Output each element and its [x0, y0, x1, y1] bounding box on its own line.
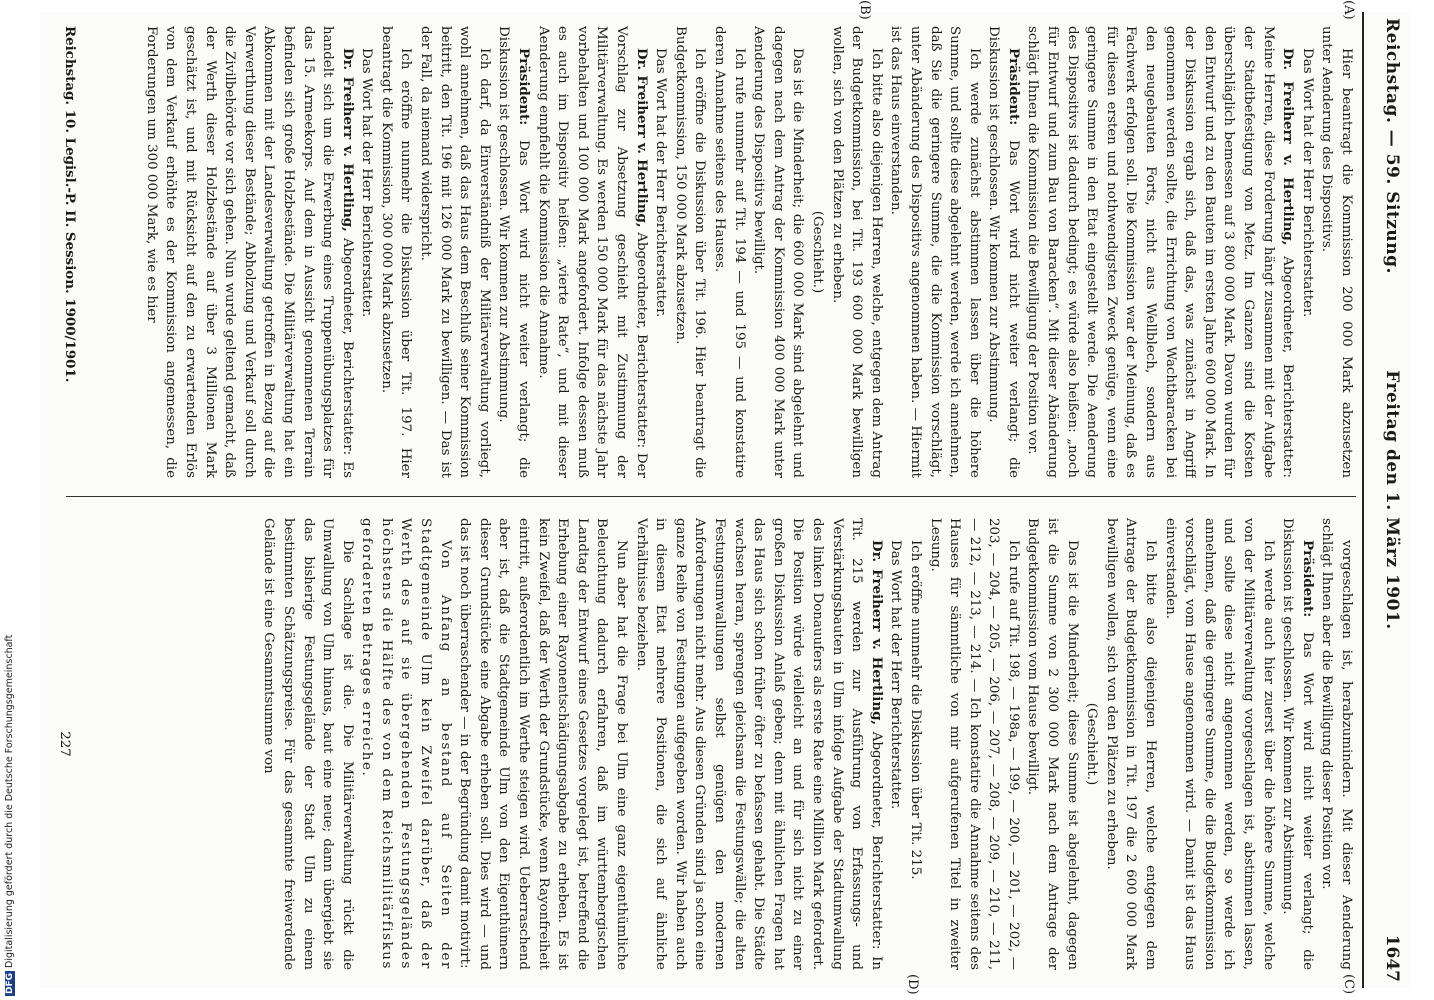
- paragraph-text: Abgeordneter, Berichterstatter: Der Vorschlag zur Absetzung geschieht mit Zustimmung der Militärverwaltung. Es werden 150 000 Mark für das nächste Jahr vorbehalten und 100 000 Mark angefordert. Infolge dessen muß es auch im Dispositiv heißen: „vierte Rate“, und mit dieser Aenderung empfiehlt die Kommission die Annahme.: [535, 26, 649, 478]
- paragraph: [1160, 518, 1278, 970]
- paragraph-text: Ich eröffne die Diskussion über Tit. 196. Hier beantragt die Budgetkommission, 150 000 Mark abzusetzen.: [672, 26, 708, 478]
- paragraph: [905, 518, 925, 970]
- page-header: [1370, 12, 1410, 988]
- paragraph-text: vorgeschlagen ist, herabzumindern. Mit dieser Aenderung schlägt Ihnen aber die Bewilligung dieser Position vor.: [1319, 518, 1354, 970]
- paragraph: [886, 26, 984, 478]
- paragraph: [709, 26, 748, 478]
- paragraph-text: Ich bitte also diejenigen Herren, welche entgegen dem Antrage der Budgetkommission in Tit. 197 die 2 600 000 Mark bewilligen wollen, sich von den Plätzen zu erheben.: [1103, 518, 1159, 970]
- paragraph: [984, 26, 1023, 478]
- paragraph: [416, 26, 494, 478]
- speaker-name: Präsident:: [1299, 540, 1316, 618]
- paragraph-text: Ich bitte also diejenigen Herren, welche, entgegen dem Antrag der Budgetkommission, bei Tit. 193 600 000 Mark bewilligen wollen, sich von den Plätzen zu erheben.: [829, 26, 884, 478]
- paragraph-text: Von Anfang an bestand auf Seiten der Stadtgemeinde Ulm kein Zweifel darüber, daß der Werth des auf sie übergehenden Festungsgeländes höchstens die Hälfte des von dem Reichsmilitärfiskus geforderten Betrages erreiche.: [359, 518, 453, 970]
- paragraph-text: Ich eröffne nunmehr die Diskussion über Tit. 197. Hier beantragt die Kommission, 300 000 Mark abzusetzen.: [378, 26, 414, 478]
- column-divider: [66, 496, 1356, 497]
- right-text-column: [74, 518, 1356, 970]
- left-text-column: [84, 26, 1356, 478]
- footer-page-number: 227: [57, 731, 72, 757]
- paragraph: [1023, 26, 1297, 478]
- paragraph: [357, 26, 377, 478]
- header-session: Reichstag. — 59. Sitzung.: [1382, 18, 1402, 274]
- paragraph: [494, 26, 533, 478]
- paragraph-text: (Geschieht.): [809, 210, 825, 294]
- paragraph-text: Das Wort hat der Herr Berichterstatter.: [1299, 48, 1315, 318]
- dfg-logo-icon: DFG: [5, 972, 15, 994]
- paragraph: [455, 518, 631, 970]
- paragraph-text: Das Wort hat der Herr Berichterstatter.: [888, 540, 904, 810]
- margin-marker-d: (D): [905, 974, 920, 995]
- speaker-name: Dr. Freiherr v. Hertling,: [633, 48, 650, 228]
- paragraph-text: Ich rufe nunmehr auf Tit. 194 — und 195 — und konstatire deren Annahme seitens des Hauses.: [712, 26, 747, 478]
- paragraph-text: Das Wort wird nicht weiter verlangt; die Diskussion ist geschlossen. Wir kommen zur Abstimmung.: [1280, 518, 1315, 970]
- paragraph-text: Hier beantragt die Kommission 200 000 Mark abzusetzen unter Aenderung des Dispositivs.: [1319, 26, 1354, 478]
- paragraph: [925, 518, 1023, 970]
- margin-marker-a: (A): [1341, 0, 1356, 20]
- rotated-document-page: [40, 0, 1410, 995]
- paragraph-text: Das Wort hat der Herr Berichterstatter.: [359, 48, 375, 318]
- paragraph: [807, 26, 827, 478]
- paragraph-text: Abgeordneter, Berichterstatter: Meine Herren, diese Forderung hängt zusammen mit der Aufgabe der Stadtbefestigung von Metz. Im Ganzen sind die Kosten überschläglich bemessen auf 3 800 000 Mark. Davon wurden für den Entwurf und zu den Bauten im ersten Jahre 600 000 Mark. In der Diskussion ergab sich, daß das, was zunächst in Angriff genommen werden sollte, die Errichtung von Wachtbaracken bei den neugebauten Forts, nicht aus Wellblech, sondern aus Fachwerk erfolgen soll. Die Kommission war der Meinung, daß es für diesen ersten und nothwendigsten Zweck genüge, wenn eine geringere Summe in den Etat eingestellt werde. Die Aenderung des Dispositivs ist dadurch bedingt; es würde also heißen: „noch für Entwurf und zum Bau von Baracken“. Mit dieser Abänderung schlägt Ihnen die Kommission die Bewilligung der Position vor.: [1025, 26, 1296, 478]
- paragraph: [1082, 518, 1102, 970]
- paragraph: [533, 26, 651, 478]
- paragraph: [670, 26, 709, 478]
- speaker-name: Präsident:: [516, 48, 533, 126]
- paragraph: [1278, 518, 1317, 970]
- paragraph-text: Ich werde auch hier zuerst über die höhere Summe, welche von der Militärverwaltung vorgeschlagen ist, abstimmen lassen, und sollte diese nicht angenommen werden, so werde ich annehmen, daß die geringere Summe, die die Budgetkommission vorschlägt, vom Hause angenommen wird. — Damit ist das Haus einverstanden.: [1162, 518, 1276, 970]
- paragraph-text: Abgeordneter, Berichterstatter: In Tit. 215 werden zur Ausführung von Erfassungs- und Verstärkungsbauten in Ulm infolge Aufgabe der Stadtumwallung des linken Donauufers als erste Rate eine Million Mark gefordert. Die Position würde vielleicht an und für sich nicht zu einer großen Diskussion Anlaß geben; denn mit ähnlichen Fragen hat das Haus sich schon früher öfter zu befassen gehabt. Die Städte wachsen heran, sprengen gleichsam die Festungswälle; die alten Festungsumwallungen selbst genügen den modernen Anforderungen nicht mehr. Aus diesen Gründen sind ja schon eine ganze Reihe von Festungen aufgegeben worden. Wir haben auch in diesem Etat mehrere Positionen, die sich auf ähnliche Verhältnisse beziehen.: [633, 518, 884, 970]
- header-rule: [1362, 12, 1364, 988]
- paragraph-text: Das ist die Minderheit; die 600 000 Mark sind abgelehnt und dagegen nach dem Antrag der Kommission 400 000 Mark unter Aenderung des Dispositivs bewilligt.: [751, 26, 806, 478]
- paragraph: [1297, 26, 1317, 478]
- paragraph-text: Nun aber hat die Frage bei Ulm eine ganz eigenthümliche Beleuchtung dadurch erfahren, daß im württembergischen Landtag der Entwurf eines Gesetzes vorgelegt ist, betreffend die Erhebung einer Rayonentschädigungsabgabe zu erheben. Es ist kein Zweifel, daß der Werth der Grundstücke, wenn Rayonfreiheit eintritt, außerordentlich im Werthe steigen wird. Ueberraschend aber ist, daß die Stadtgemeinde Ulm von den Eigenthümern dieser Grundstücke eine Abgabe erheben soll. Dies wird — und das ist noch überraschender — in der Begründung damit motivirt:: [457, 518, 630, 970]
- paragraph-text: Das Wort hat der Herr Berichterstatter.: [653, 48, 669, 318]
- page-footer: Reichstag. 10. Legisl.-P. II. Session. 1900/1901.: [62, 26, 78, 383]
- speaker-name: Dr. Freiherr v. Hertling,: [868, 540, 885, 726]
- speaker-name: Dr. Freiherr v. Hertling,: [1280, 48, 1297, 246]
- paragraph-text: (Geschieht.): [1084, 702, 1100, 786]
- paragraph: [1317, 518, 1356, 970]
- paragraph-text: Ich darf, da Einverständniß der Militärverwaltung vorliegt, wohl annehmen, daß das Haus dem Beschluß seiner Kommission beitritt, den Tit. 196 mit 126 000 Mark zu bewilligen. — Das ist der Fall, da niemand widerspricht.: [418, 26, 492, 478]
- speaker-name: Präsident:: [1005, 48, 1022, 126]
- paragraph: [749, 26, 808, 478]
- speaker-name: Dr. Freiherr v. Hertling,: [339, 48, 356, 232]
- paragraph: [827, 26, 886, 478]
- paragraph: [1023, 518, 1082, 970]
- digitization-credit: [4, 635, 15, 996]
- paragraph-text: Ich eröffne nunmehr die Diskussion über Tit. 215.: [907, 540, 923, 880]
- header-page-number: 1647: [1382, 934, 1402, 982]
- paragraph: [376, 26, 415, 478]
- paragraph: [631, 518, 886, 970]
- paragraph: [1317, 26, 1356, 478]
- paragraph-text: Ich werde zunächst abstimmen lassen über die höhere Summe, und sollte diese abgelehnt werden, werde ich annehmen, daß Sie die geringere Summe, die die Kommission vorschlägt, unter Abänderung des Dispositivs angenommen haben. — Hiermit ist das Haus einverstanden.: [888, 26, 982, 478]
- paragraph-text: Das ist die Minderheit; diese Summe ist abgelehnt, dagegen ist die Summe von 2 300 000 Mark nach dem Antrage der Budgetkommission vom Hause bewilligt.: [1025, 518, 1080, 970]
- margin-marker-c: (C): [1341, 974, 1356, 995]
- paragraph: [1101, 518, 1160, 970]
- paragraph-text: Die Sachlage ist die. Die Militärverwaltung rückt die Umwallung von Ulm hinaus, baut eine neue; dann übergiebt sie das bisherige Festungsgelände der Stadt Ulm zu einem bestimmten Schätzungspreise. Für das gesammte freiwerdende Gelände ist eine Gesammtsumme von: [261, 518, 355, 970]
- paragraph-text: Das Wort wird nicht weiter verlangt; die Diskussion ist geschlossen. Wir kommen zur Abstimmung.: [986, 26, 1021, 478]
- credit-text: Digitalisierung gefördert durch die Deutsche Forschungsgemeinschaft: [4, 634, 15, 968]
- margin-marker-b: (B): [857, 0, 872, 20]
- paragraph: [886, 518, 906, 970]
- paragraph-text: Ich rufe auf Tit. 198, — 198a, — 199, — 200, — 201, — 202, — 203, — 204, — 205, — 206, — 207, — 208, — 209, — 210, — 211, — 212, — 213, — 214. — Ich konstatire die Annahme seitens des Hauses für sämmtliche von mir aufgerufenen Titel in zweiter Lesung.: [927, 518, 1021, 970]
- paragraph: [651, 26, 671, 478]
- paragraph: [259, 518, 357, 970]
- paragraph: [141, 26, 357, 478]
- paragraph: [357, 518, 455, 970]
- paragraph-text: Abgeordneter, Berichterstatter: Es handelt sich um die Erwerbung eines Truppenübungsplatzes für das 15. Armeekorps. Auf dem in Aussicht genommenen Terrain befinden sich große Holzbestände. Die Militärverwaltung hat ein Abkommen mit der Landesverwaltung getroffen in Bezug auf die Verwerthung dieser Bestände; Abholzung und Verkauf soll durch die Zivilbehörde vor sich gehen. Nun wurde geltend gemacht, daß der Werth dieser Holzbestände auf über 3 Millionen Mark geschätzt ist, und mit Rücksicht auf den zu erwartenden Erlös von dem Verkauf erhöhte es der Kommission angemessen, die Forderungen um 300 000 Mark, wie es hier: [143, 26, 355, 478]
- header-date: Freitag den 1. März 1901.: [1382, 370, 1402, 630]
- paragraph-text: Das Wort wird nicht weiter verlangt; die Diskussion ist geschlossen. Wir kommen zur Abstimmung.: [496, 26, 532, 478]
